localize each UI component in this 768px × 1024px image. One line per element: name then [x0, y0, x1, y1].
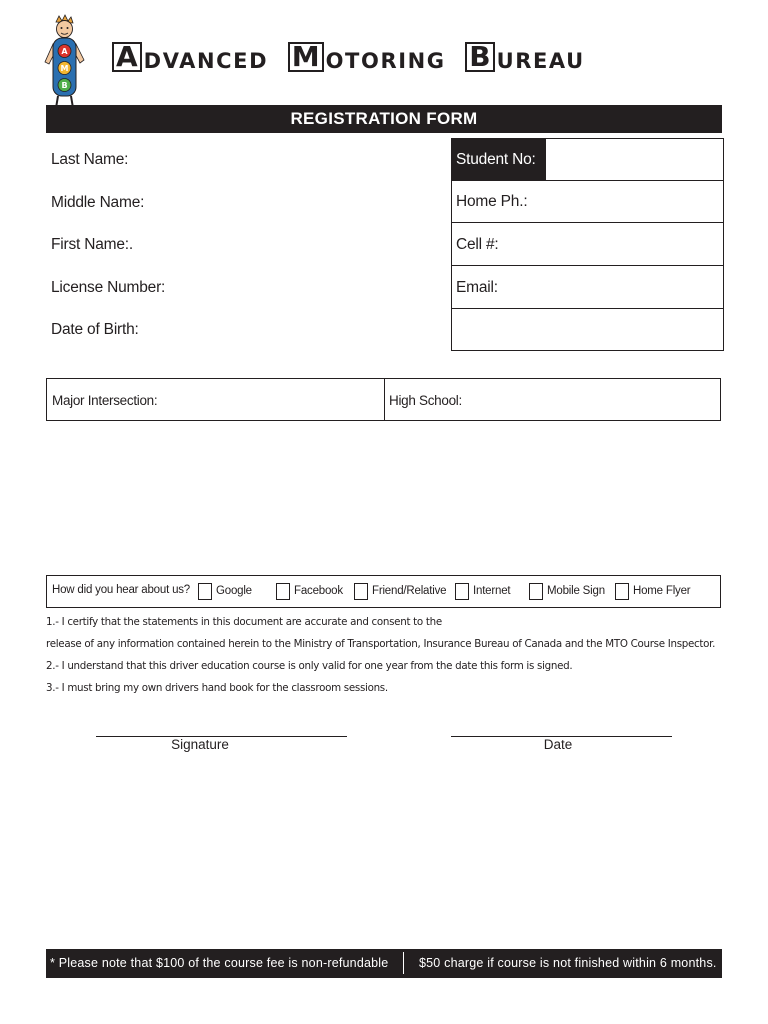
last-name-field[interactable]: Last Name: — [51, 151, 129, 168]
first-name-field[interactable]: First Name:. — [51, 236, 133, 253]
option-google[interactable] — [198, 580, 252, 602]
brand-word-bureau — [465, 42, 585, 72]
option-label: Home Flyer — [633, 585, 691, 597]
home-flyer-checkbox[interactable] — [615, 583, 629, 600]
brand-word-motoring — [288, 42, 446, 72]
option-internet[interactable] — [455, 580, 510, 602]
option-label: Mobile Sign — [547, 585, 605, 597]
google-checkbox[interactable] — [198, 583, 212, 600]
brand-title — [112, 42, 599, 76]
brand-initial: B — [465, 42, 494, 72]
option-home-flyer[interactable] — [615, 580, 690, 602]
email-field[interactable] — [452, 267, 723, 309]
student-no-field[interactable] — [452, 139, 723, 181]
footer-bar — [46, 949, 722, 978]
brand-rest: OTORING — [325, 49, 446, 73]
completion-charge-note: $50 charge if course is not finished within 6 months. — [419, 956, 717, 970]
brand-initial: A — [112, 42, 142, 72]
friend-relative-checkbox[interactable] — [354, 583, 368, 600]
internet-checkbox[interactable] — [455, 583, 469, 600]
major-intersection-field[interactable]: Major Intersection: — [52, 393, 158, 408]
option-label: Internet — [473, 585, 511, 597]
referral-row — [46, 575, 721, 608]
option-facebook[interactable] — [276, 580, 343, 602]
location-row — [46, 378, 721, 421]
statement-1-continued: release of any information contained herein to the Ministry of Transportation, Insurance Bureau of Canada and the MTO Course Inspector. — [46, 638, 716, 650]
referral-question: How did you hear about us? — [52, 584, 191, 596]
statement-1: 1.- I certify that the statements in this document are accurate and consent to the — [46, 616, 442, 628]
option-mobile-sign[interactable] — [529, 580, 605, 602]
option-label: Facebook — [294, 585, 343, 597]
license-number-field[interactable]: License Number: — [51, 279, 166, 296]
non-refundable-note: * Please note that $100 of the course fee is non-refundable — [50, 956, 389, 970]
abm-mascot-logo-icon — [40, 14, 92, 114]
footer-divider — [403, 952, 404, 974]
brand-word-advanced — [112, 42, 268, 72]
logo-letter-b: B — [61, 80, 68, 90]
option-label: Friend/Relative — [372, 585, 447, 597]
high-school-field[interactable]: High School: — [389, 393, 462, 408]
mobile-sign-checkbox[interactable] — [529, 583, 543, 600]
student-no-label-cell — [452, 139, 546, 181]
cell-phone-field[interactable] — [452, 224, 723, 266]
form-title-bar: REGISTRATION FORM — [46, 105, 722, 133]
brand-rest: DVANCED — [143, 49, 269, 73]
facebook-checkbox[interactable] — [276, 583, 290, 600]
signature-label: Signature — [171, 737, 229, 752]
home-phone-field[interactable] — [452, 181, 723, 223]
email-label: Email: — [456, 279, 498, 296]
date-of-birth-field[interactable]: Date of Birth: — [51, 321, 139, 338]
logo-letter-m: M — [60, 63, 69, 73]
brand-initial: M — [288, 42, 324, 72]
middle-name-field[interactable]: Middle Name: — [51, 194, 145, 211]
statement-3: 3.- I must bring my own drivers hand book for the classroom sessions. — [46, 682, 388, 694]
logo-letter-a: A — [61, 46, 68, 56]
contact-table — [451, 138, 724, 351]
location-divider — [384, 379, 385, 420]
cell-phone-label: Cell #: — [456, 236, 499, 253]
blank-field[interactable] — [452, 310, 723, 352]
option-label: Google — [216, 585, 252, 597]
brand-rest: UREAU — [496, 49, 585, 73]
statement-2: 2.- I understand that this driver education course is only valid for one year from the date this form is signed. — [46, 660, 573, 672]
home-phone-label: Home Ph.: — [456, 193, 528, 210]
option-friend-relative[interactable] — [354, 580, 446, 602]
student-no-label: Student No: — [456, 151, 536, 168]
date-label: Date — [543, 737, 573, 752]
